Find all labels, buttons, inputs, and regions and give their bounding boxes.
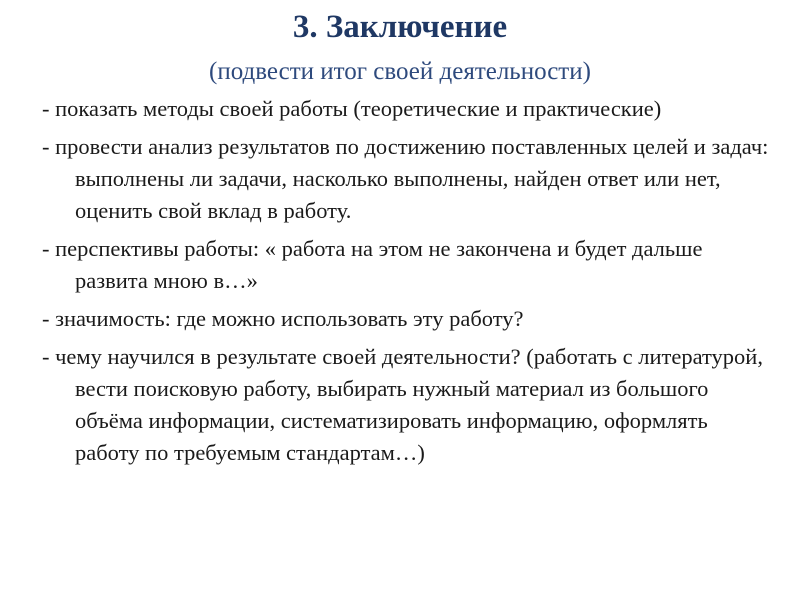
list-item: - значимость: где можно использовать эту работу? xyxy=(42,306,524,331)
list-item: - чему научился в результате своей деятельности? (работать с литературой, вести поисковую работу, выбирать нужный материал из большого объёма информации, систематизировать информацию, оформлять работу по требуемым стандартам…) xyxy=(42,344,763,465)
list-item: - показать методы своей работы (теоретические и практические) xyxy=(42,96,662,121)
bullet-list xyxy=(42,93,772,475)
slide-subtitle: (подвести итог своей деятельности) xyxy=(209,58,591,85)
list-item: - перспективы работы: « работа на этом не закончена и будет дальше развита мною в…» xyxy=(42,236,703,293)
slide-title: 3. Заключение xyxy=(292,9,508,45)
list-item: - провести анализ результатов по достижению поставленных целей и задач: выполнены ли задачи, насколько выполнены, найден ответ или нет, оценить свой вклад в работу. xyxy=(42,134,769,223)
